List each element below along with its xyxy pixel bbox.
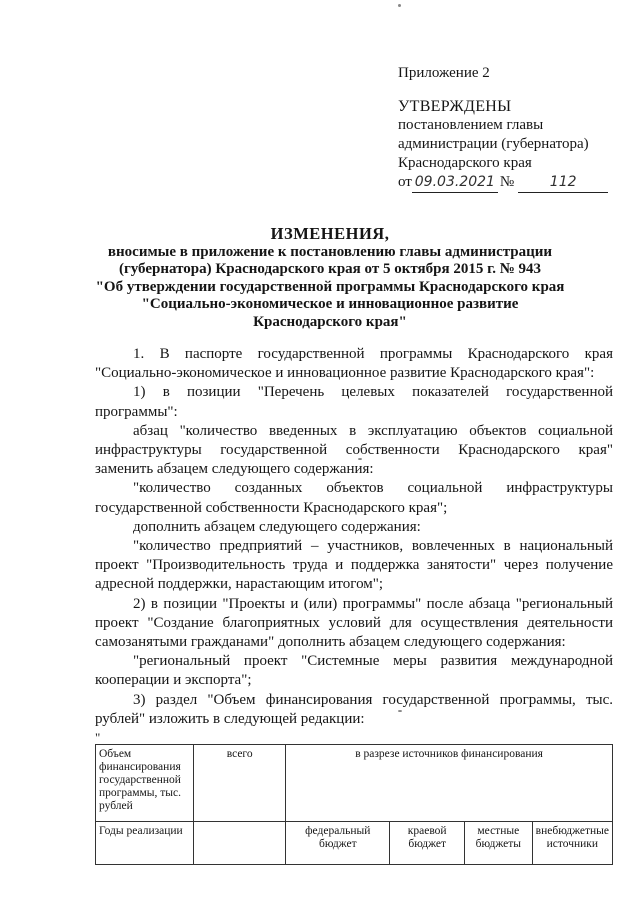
scan-speck: [398, 4, 401, 7]
paragraph-2: 1) в позиции "Перечень целевых показателей государственной программы":: [95, 384, 613, 420]
table-cell-federal: федеральный бюджет: [286, 822, 390, 865]
title-line-4: "Социально-экономическое и инновационное развитие: [141, 296, 519, 312]
table-cell-financing-label: Объем финансирования государственной программы, тыс. рублей: [96, 745, 194, 822]
title-main: ИЗМЕНЕНИЯ,: [270, 224, 390, 243]
title-line-1: вносимые в приложение к постановлению главы администрации: [107, 243, 553, 260]
paragraph-7: 2) в позиции "Проекты и (или) программы" после абзаца "региональный проект "Создание благоприятных условий для осуществления деятельности самозанятыми гражданами" дополнить абзацем следующего содержания:: [95, 595, 613, 651]
decree-line-1: постановлением главы: [398, 117, 544, 133]
table-cell-empty: [194, 822, 286, 865]
table-cell-total-header: всего: [194, 745, 286, 822]
appendix-label: Приложение 2: [398, 65, 490, 81]
document-title: [60, 225, 600, 331]
decree-number: 112: [518, 173, 608, 193]
table-cell-extra: внебюджетные источники: [532, 822, 612, 865]
paragraph-6: "количество предприятий – участников, вовлеченных в национальный проект "Производительность труда и поддержка занятости" через получение адресной поддержки, нарастающим итогом";: [95, 538, 613, 593]
table-cell-local: местные бюджеты: [464, 822, 532, 865]
number-sign: №: [499, 174, 515, 190]
financing-table: [95, 744, 613, 865]
approved-heading: УТВЕРЖДЕНЫ: [398, 98, 512, 115]
decree-line-3: Краснодарского края: [398, 155, 532, 171]
document-body: [95, 345, 613, 729]
paragraph-5: дополнить абзацем следующего содержания:: [133, 518, 421, 535]
paragraph-3: абзац "количество введенных в эксплуатацию объектов социальной инфраструктуры государственной собственности Краснодарского края" заменить абзацем следующего содержания:: [95, 422, 613, 478]
table-cell-regional: краевой бюджет: [390, 822, 465, 865]
date-prefix: от: [398, 174, 412, 190]
paragraph-9: 3) раздел "Объем финансирования государственной программы, тыс. рублей" изложить в следующей редакции:: [95, 691, 613, 727]
opening-quote: ": [95, 730, 101, 745]
table-row: [96, 745, 613, 822]
table-row: [96, 822, 613, 865]
paragraph-1: 1. В паспорте государственной программы Краснодарского края "Социально-экономическое и инновационное развитие Краснодарского края":: [95, 346, 613, 382]
approval-block: [398, 64, 618, 193]
table-cell-sources-header: в разрезе источников финансирования: [286, 745, 613, 822]
title-line-5: Краснодарского края": [253, 313, 407, 330]
paragraph-8: "региональный проект "Системные меры развития международной кооперации и экспорта";: [95, 653, 613, 689]
table-cell-years-label: Годы реализации: [96, 822, 194, 865]
scan-speck: [358, 458, 362, 460]
title-line-2: (губернатора) Краснодарского края от 5 октября 2015 г. № 943: [118, 261, 542, 277]
decree-line-2: администрации (губернатора): [398, 136, 589, 152]
title-line-3: "Об утверждении государственной программы Краснодарского края: [95, 278, 565, 295]
date-number-line: [398, 173, 618, 193]
scan-speck: [398, 710, 402, 712]
paragraph-4: "количество созданных объектов социальной инфраструктуры государственной собственности Краснодарского края";: [95, 480, 613, 516]
decree-date: 09.03.2021: [412, 173, 498, 193]
